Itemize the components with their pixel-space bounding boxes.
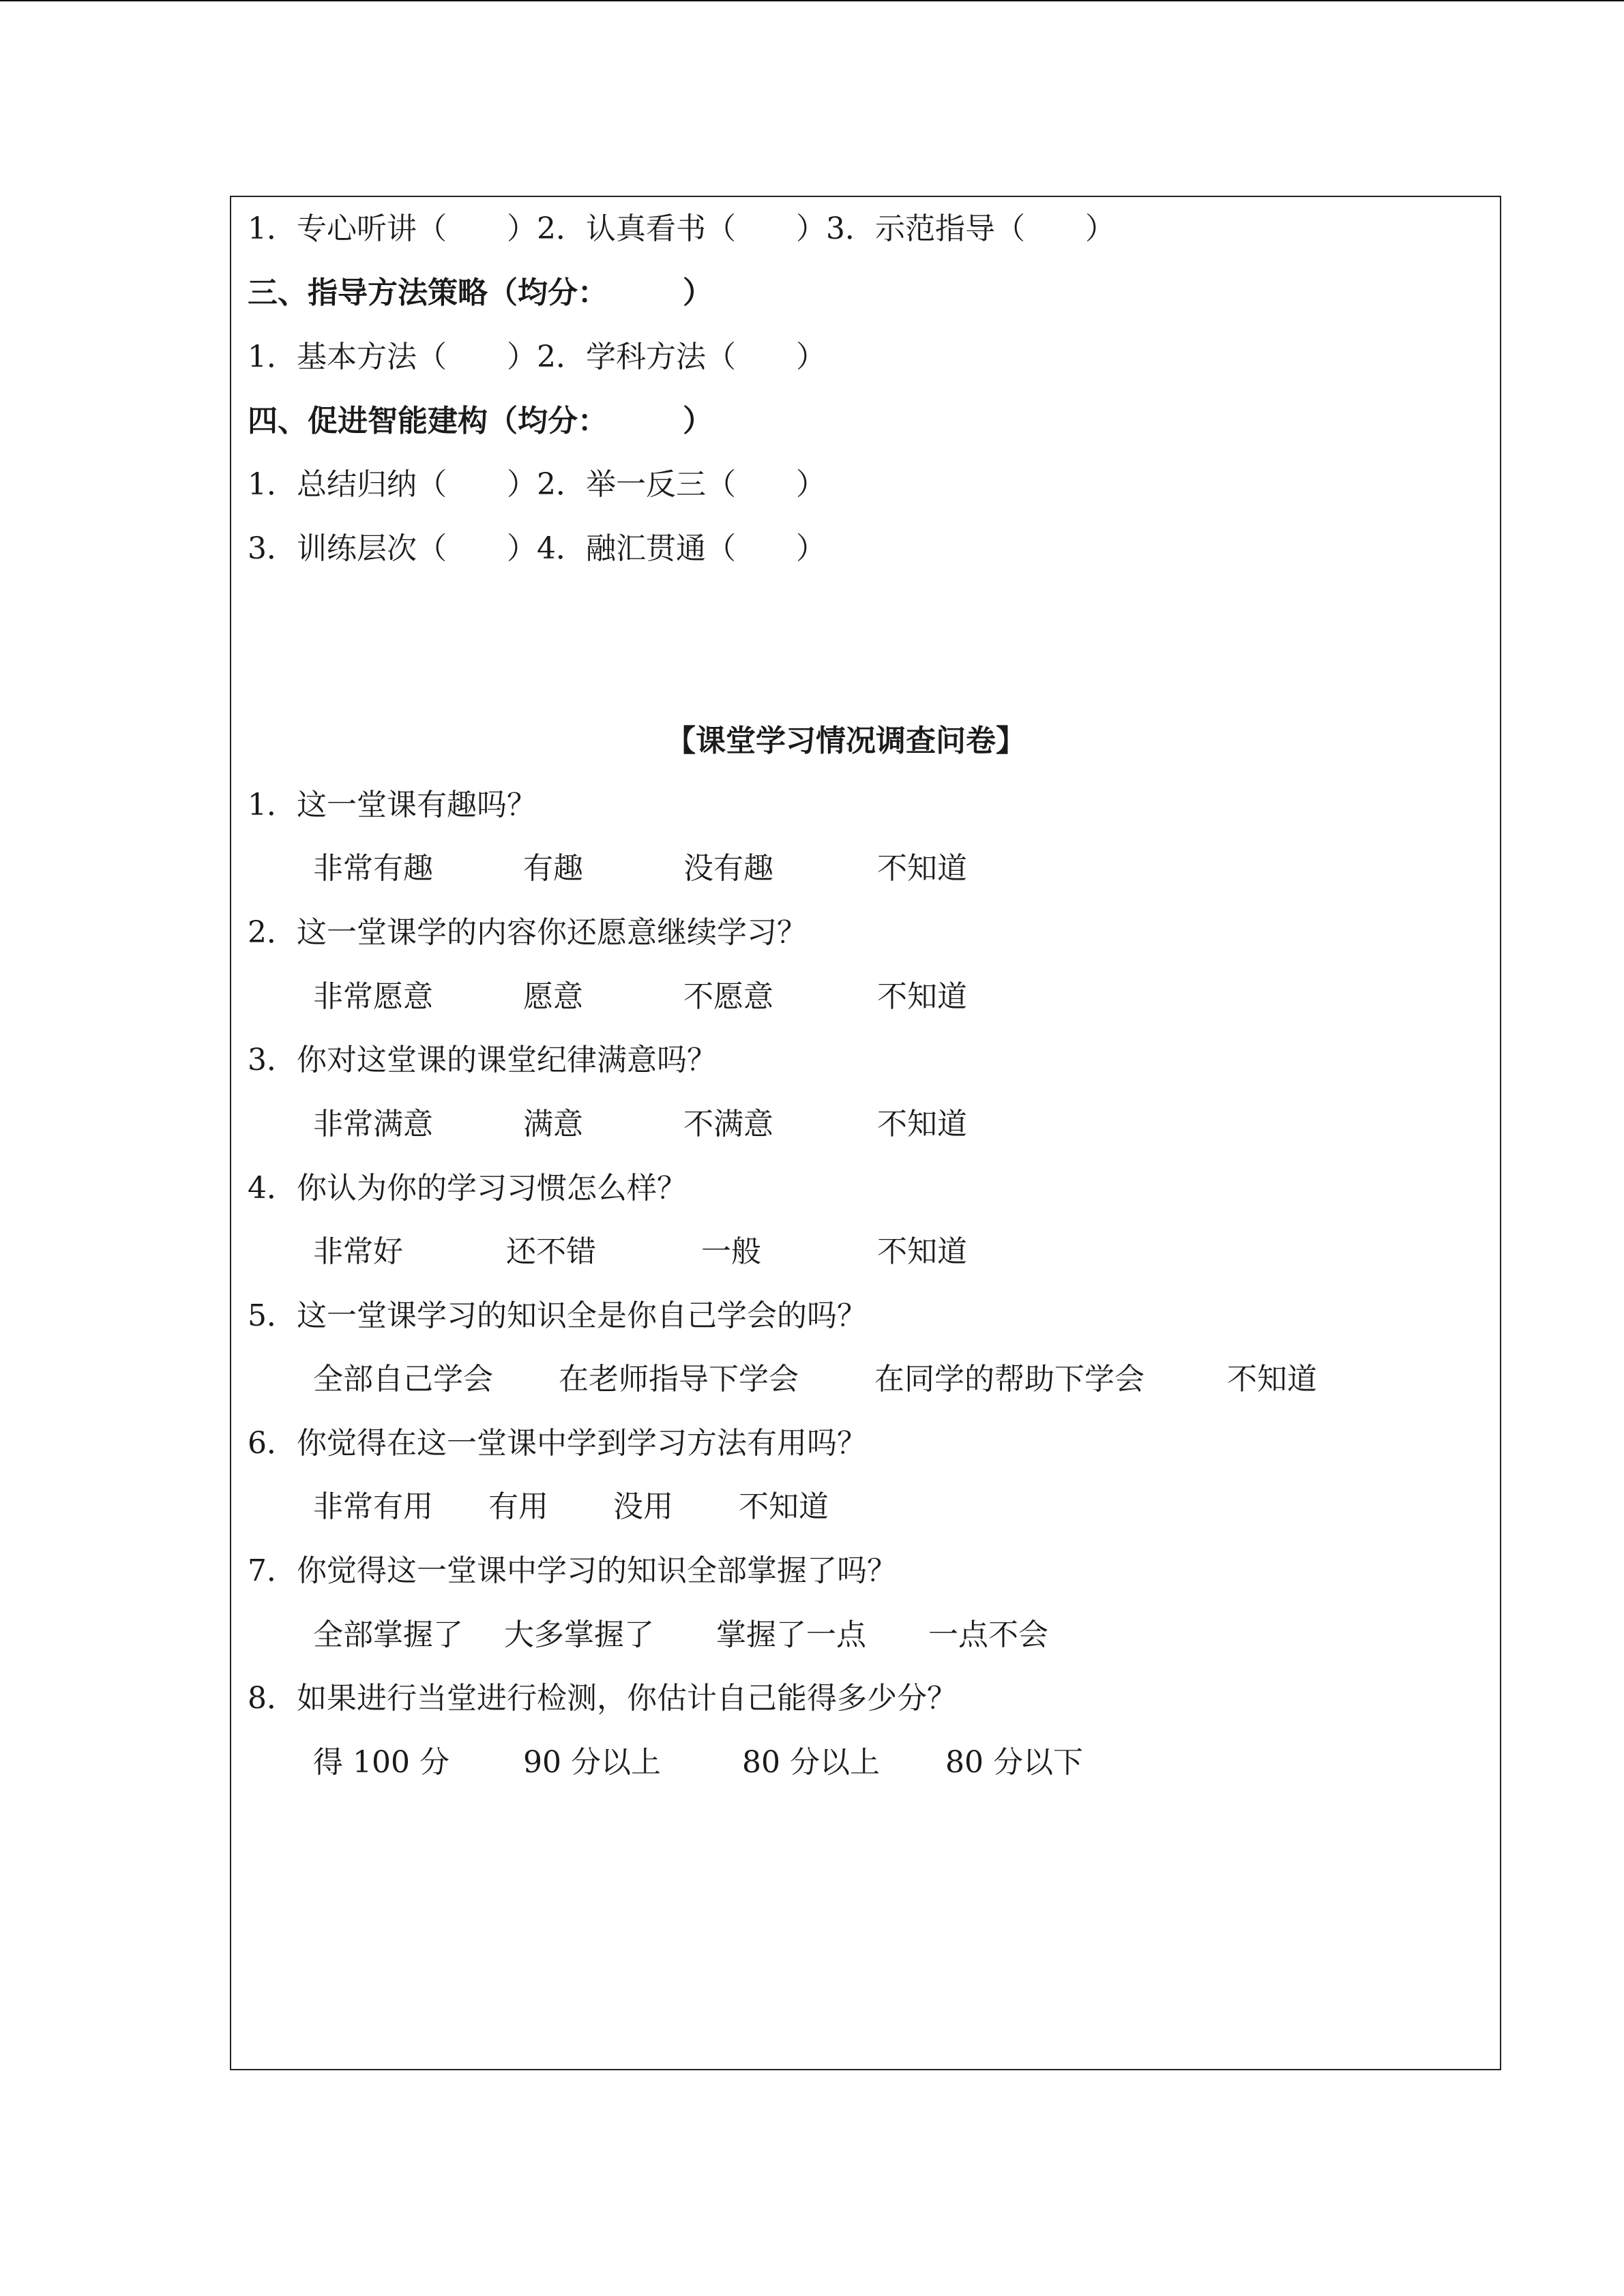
eval-line-1: 1．专心听讲（ ）2．认真看书（ ）3．示范指导（ ）	[248, 211, 1115, 246]
q5-option-3: 在同学的帮助下学会	[874, 1362, 1145, 1397]
heading-intelligence-construction: 四、促进智能建构（均分： ）	[248, 404, 713, 438]
question-7: 7．你觉得这一堂课中学习的知识全部掌握了吗？	[248, 1553, 897, 1588]
q1-option-4: 不知道	[877, 851, 967, 886]
q7-option-2: 大多掌握了	[504, 1617, 654, 1652]
q8-option-3: 80 分以上	[742, 1745, 880, 1780]
question-4: 4．你认为你的学习习惯怎么样？	[248, 1171, 687, 1206]
q3-option-3: 不满意	[683, 1107, 773, 1142]
q6-option-3: 没用	[613, 1489, 673, 1524]
q2-option-4: 不知道	[877, 979, 967, 1014]
q6-option-4: 不知道	[739, 1489, 829, 1524]
q2-option-1: 非常愿意	[313, 979, 433, 1014]
q7-option-1: 全部掌握了	[313, 1617, 463, 1652]
q2-option-2: 愿意	[523, 979, 583, 1014]
q3-option-2: 满意	[523, 1107, 583, 1142]
q1-option-1: 非常有趣	[313, 851, 433, 886]
q4-option-2: 还不错	[506, 1234, 596, 1269]
survey-title: 【课堂学习情况调查问卷】	[666, 724, 1026, 758]
q8-option-2: 90 分以上	[523, 1745, 661, 1780]
eval-line-2: 1．基本方法（ ）2．学科方法（ ）	[248, 340, 826, 374]
q7-option-3: 掌握了一点	[716, 1617, 866, 1652]
q4-option-4: 不知道	[877, 1234, 967, 1269]
question-2: 2．这一堂课学的内容你还愿意继续学习？	[248, 915, 807, 950]
question-5: 5．这一堂课学习的知识全是你自己学会的吗？	[248, 1298, 867, 1333]
q2-option-3: 不愿意	[683, 979, 773, 1014]
q3-option-4: 不知道	[877, 1107, 967, 1142]
q6-option-1: 非常有用	[313, 1489, 433, 1524]
question-6: 6．你觉得在这一堂课中学到学习方法有用吗？	[248, 1426, 867, 1461]
q6-option-2: 有用	[488, 1489, 548, 1524]
question-8: 8．如果进行当堂进行检测，你估计自己能得多少分？	[248, 1681, 957, 1716]
eval-line-3: 1．总结归纳（ ）2．举一反三（ ）	[248, 467, 826, 502]
q5-option-2: 在老师指导下学会	[559, 1362, 799, 1397]
heading-guidance-methods: 三、指导方法策略（均分： ）	[248, 275, 713, 310]
q1-option-2: 有趣	[523, 851, 583, 886]
q8-option-4: 80 分以下	[945, 1745, 1083, 1780]
eval-line-4: 3．训练层次（ ）4．融汇贯通（ ）	[248, 531, 826, 566]
q1-option-3: 没有趣	[683, 851, 773, 886]
q7-option-4: 一点不会	[928, 1617, 1048, 1652]
q4-option-1: 非常好	[313, 1234, 403, 1269]
q5-option-1: 全部自己学会	[313, 1362, 493, 1397]
q8-option-1: 得 100 分	[313, 1745, 449, 1780]
question-1: 1．这一堂课有趣吗？	[248, 788, 537, 822]
question-3: 3．你对这堂课的课堂纪律满意吗？	[248, 1043, 717, 1077]
q5-option-4: 不知道	[1227, 1362, 1317, 1397]
top-rule	[0, 0, 1624, 1]
q3-option-1: 非常满意	[313, 1107, 433, 1142]
q4-option-3: 一般	[701, 1234, 761, 1269]
